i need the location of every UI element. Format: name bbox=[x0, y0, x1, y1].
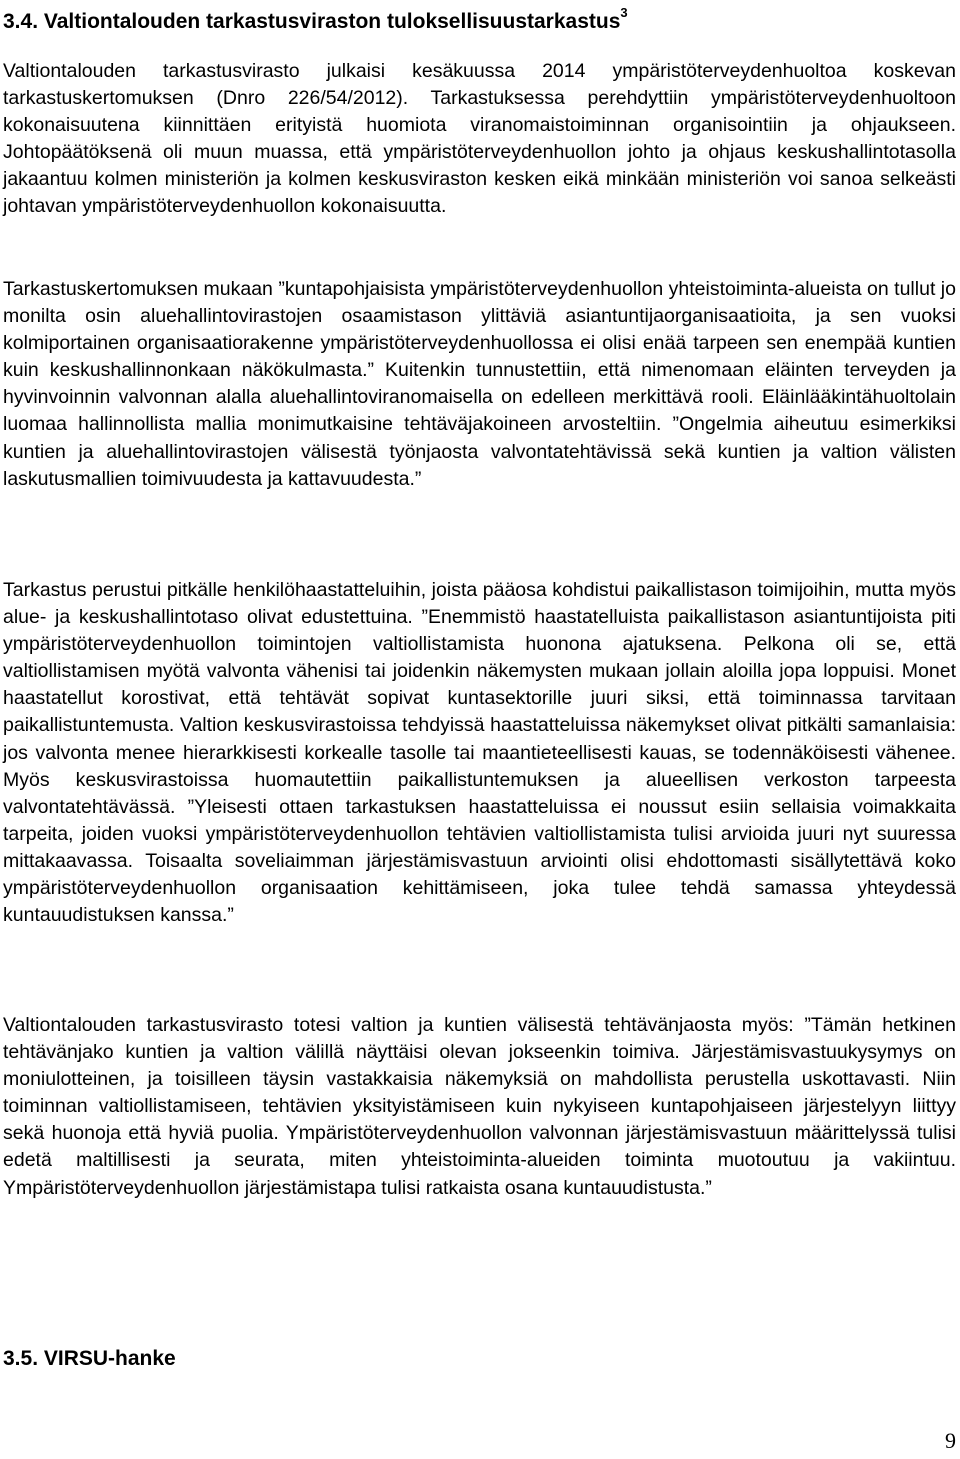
paragraph-division-of-tasks: Valtiontalouden tarkastusvirasto totesi valtion ja kuntien välisestä tehtävänjaosta myös: ”Tämän hetkinen tehtävänjako kuntien ja valtion välillä näyttäisi olevan jokseenkin toimiva. Järjestämisvastuukysymys on moniulotteinen, ja toisilleen täysin vastakkaisia näkemyksiä on mahdollista perustella uskottavasti. Niin toiminnan valtiollistamiseen, tehtävien yksityistämiseen kuin nykyiseen kuntapohjaiseen järjestelyyn liittyy sekä huonoja että hyviä puolia. Ympäristöterveydenhuollon valvonnan järjestämisvastuun määrittelyssä tulisi edetä maltillisesti ja seurata, miten yhteistoiminta-alueiden toiminta muotoutuu ja vakiintuu. Ympäristöterveydenhuollon järjestämistapa tulisi ratkaista osana kuntauudistusta.” bbox=[3, 1014, 956, 1199]
section-title: Valtiontalouden tarkastusviraston tuloksellisuustarkastus bbox=[43, 10, 621, 33]
page-number: 9 bbox=[945, 1428, 956, 1453]
footnote-reference[interactable]: 3 bbox=[620, 5, 628, 20]
next-section-title: VIRSU-hanke bbox=[43, 1347, 176, 1370]
section-heading bbox=[3, 3, 628, 35]
paragraph-audit-publication: Valtiontalouden tarkastusvirasto julkaisi kesäkuussa 2014 ympäristöterveydenhuoltoa koskevan tarkastuskertomuksen (Dnro 226/54/2012). Tarkastuksessa perehdyttiin ympäristöterveydenhuoltoon kokonaisuutena kiinnittäen erityistä huomiota viranomaistoiminnan organisointiin ja ohjaukseen. Johtopäätöksenä oli muun muassa, että ympäristöterveydenhuollon johto ja ohjaus keskushallintotasolla jakaantuu kolmen ministeriön ja kolmen keskusviraston kesken eikä minkään ministeriön voi sanoa selkeästi johtavan ympäristöterveydenhuollon kokonaisuutta. bbox=[3, 60, 956, 218]
next-section-heading bbox=[3, 1346, 176, 1372]
paragraph-report-findings: Tarkastuskertomuksen mukaan ”kuntapohjaisista ympäristöterveydenhuollon yhteistoiminta-alueista on tullut jo monilta osin aluehallintovirastojen osaamistason ylittäviä asiantuntijaorganisaatioita, ja sen vuoksi kolmiportainen organisaatiorakenne ympäristöterveydenhuollossa ei olisi enää tarpeen sen enempää kuntien kuin keskushallinnonkaan näkökulmasta.” Kuitenkin tunnustettiin, että nimenomaan eläinten terveyden ja hyvinvoinnin valvonnan alalla aluehallintoviranomaisella on edelleen merkittävä rooli. Eläinlääkintähuoltolain luomaa hallinnollista mallia monimutkaisine tehtäväjakoineen arvosteltiin. ”Ongelmia aiheutuu esimerkiksi kuntien ja aluehallintovirastojen välisestä työnjaosta valvontatehtävissä sekä kuntien ja valtion välisten laskutusmallien toimivuudesta ja kattavuudesta.” bbox=[3, 278, 956, 490]
paragraph-interviews: Tarkastus perustui pitkälle henkilöhaastatteluihin, joista pääosa kohdistui paikallistason toimijoihin, mutta myös alue- ja keskushallintotaso olivat edustettuina. ”Enemmistö haastatelluista paikallistason asiantuntijoista piti ympäristöterveydenhuollon toimintojen valtiollistamista huonona ajatuksena. Pelkona oli se, että valtiollistamisen myötä valvonta vähenisi tai joidenkin näkemysten mukaan jollain aloilla jopa loppuisi. Monet haastatellut korostivat, että tehtävät sopivat kuntasektorille juuri siksi, että toiminnassa tarvitaan paikallistuntemusta. Valtion keskusvirastoissa tehdyissä haastatteluissa näkemykset olivat pitkälti samanlaisia: jos valvonta menee hierarkkisesti korkealle tasolle tai maantieteellisesti kauas, se todennäköisesti vähenee. Myös keskusvirastoissa huomautettiin paikallistuntemuksen ja alueellisen verkoston tarpeesta valvontatehtävässä. ”Yleisesti ottaen tarkastuksen haastatteluissa ei noussut esiin sellaisia voimakkaita tarpeita, joiden vuoksi ympäristöterveydenhuollon tehtävien valtiollistamista tulisi arvioida juuri nyt suuressa mittakaavassa. Toisaalta soveliaimman järjestämisvastuun arviointi olisi ehdottomasti sisällytettävä koko ympäristöterveydenhuollon organisaation kehittämiseen, joka tulee tehdä samassa yhteydessä kuntauudistuksen kanssa.” bbox=[3, 579, 956, 927]
section-number: 3.4. bbox=[3, 10, 39, 33]
next-section-number: 3.5. bbox=[3, 1347, 39, 1370]
